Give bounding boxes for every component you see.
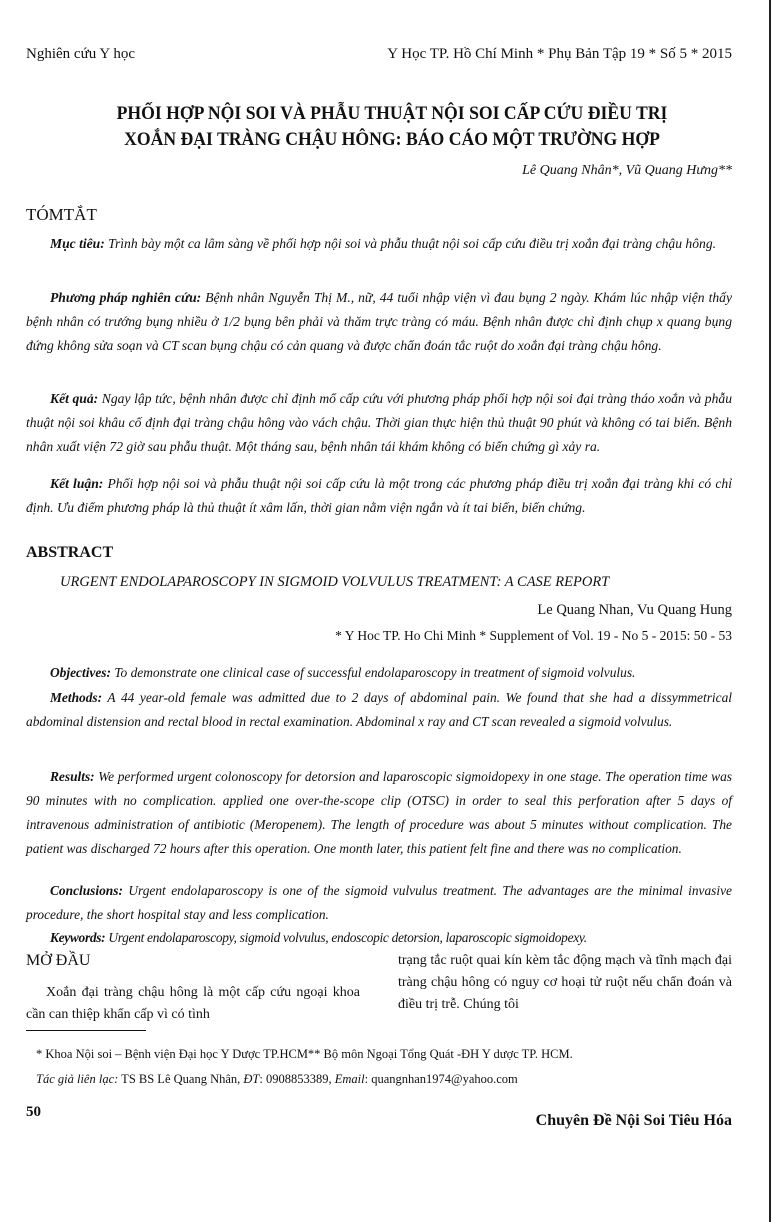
label: Email xyxy=(334,1072,365,1086)
label: Methods: xyxy=(50,690,103,705)
label: Results: xyxy=(50,769,95,784)
intro-column-1: Xoắn đại tràng chậu hông là một cấp cứu ngoại khoa cần can thiệp khẩn cấp vì có tình xyxy=(26,985,360,1022)
intro-column-2: trạng tắc ruột quai kín kèm tắc động mạch và tĩnh mạch đại tràng chậu hông có nguy cơ hoại tử ruột nếu chẩn đoán và điều trị trễ. Chúng tôi xyxy=(398,953,732,1012)
label: Kết quả: xyxy=(50,391,99,406)
text: Trình bày một ca lâm sàng về phối hợp nội soi và phẫu thuật nội soi cấp cứu điều trị xoắn đại tràng chậu hông. xyxy=(104,236,717,251)
label: Conclusions: xyxy=(50,883,123,898)
ket-qua-paragraph xyxy=(26,387,732,459)
affiliation-footnote: * Khoa Nội soi – Bệnh viện Đại học Y Dược TP.HCM** Bộ môn Ngoại Tổng Quát -ĐH Y dược TP. HCM. xyxy=(36,1047,573,1061)
abstract-citation: * Y Hoc TP. Ho Chi Minh * Supplement of Vol. 19 - No 5 - 2015: 50 - 53 xyxy=(335,628,732,643)
tomtat-heading: TÓMTẮT xyxy=(26,205,97,224)
text: : 0908853389, xyxy=(259,1072,335,1086)
text: Ngay lập tức, bệnh nhân được chỉ định mổ cấp cứu với phương pháp phối hợp nội soi đại tràng tháo xoắn và phẫu thuật nội soi khâu cố định đại tràng chậu hông vào vách chậu. Thời gian thực hiện thủ thuật 90 phút và không có tai biến. Bệnh nhân xuất viện 72 giờ sau phẫu thuật. Một tháng sau, bệnh nhân tái khám không có biến chứng gì xảy ra. xyxy=(26,391,732,454)
running-header-left: Nghiên cứu Y học xyxy=(26,46,136,62)
text: Urgent endolaparoscopy, sigmoid volvulus, endoscopic detorsion, laparoscopic sigmoidopexy. xyxy=(105,930,587,945)
authors: Lê Quang Nhân*, Vũ Quang Hưng** xyxy=(522,163,732,178)
abstract-title: URGENT ENDOLAPAROSCOPY IN SIGMOID VOLVULUS TREATMENT: A CASE REPORT xyxy=(60,574,610,590)
objectives-paragraph xyxy=(26,661,732,685)
conclusions-paragraph xyxy=(26,879,732,927)
text: We performed urgent colonoscopy for detorsion and laparoscopic sigmoidopexy in one stage. The operation time was 90 minutes with no complication. applied one over-the-scope clip (OTSC) in order to seal this perforation after 5 days of intravenous administration of antibiotic (Meropenem). The length of procedure was about 5 minutes without complication. The patient was discharged 72 hours after this operation. One month later, this patient felt fine and there was no complication. xyxy=(26,769,732,856)
methods-paragraph xyxy=(26,686,732,734)
ket-luan-paragraph xyxy=(26,472,732,520)
label: Keywords: xyxy=(50,930,106,945)
contact-footnote xyxy=(36,1072,518,1087)
label: ĐT xyxy=(243,1072,260,1086)
running-header-right: Y Học TP. Hồ Chí Minh * Phụ Bản Tập 19 * Số 5 * 2015 xyxy=(387,46,732,62)
label: Mục tiêu: xyxy=(50,236,105,251)
text: TS BS Lê Quang Nhân, xyxy=(118,1072,244,1086)
label: Tác giả liên lạc: xyxy=(36,1072,119,1086)
label: Objectives: xyxy=(50,665,111,680)
page-number: 50 xyxy=(26,1104,41,1120)
keywords-paragraph xyxy=(26,926,732,950)
label: Kết luận: xyxy=(50,476,104,491)
text: Phối hợp nội soi và phẫu thuật nội soi cấp cứu là một trong các phương pháp điều trị xoắn đại tràng khi có chỉ định. Ưu điểm phương pháp là thủ thuật ít xâm lấn, thời gian nằm viện ngắn và ít tai biến, biến chứng. xyxy=(26,476,732,515)
footnote-rule xyxy=(26,1030,146,1031)
text: To demonstrate one clinical case of successful endolaparoscopy in treatment of sigmoid volvulus. xyxy=(110,665,636,680)
abstract-heading: ABSTRACT xyxy=(26,544,114,561)
text: A 44 year-old female was admitted due to 2 days of abdominal pain. We found that she had a dissymmetrical abdominal distension and rectal blood in rectal examination. Abdominal x ray and CT scan revealed a sigmoid volvulus. xyxy=(26,690,732,729)
text: Urgent endolaparoscopy is one of the sigmoid vulvulus treatment. The advantages are the minimal invasive procedure, the short hospital stay and less complication. xyxy=(26,883,732,922)
results-paragraph xyxy=(26,765,732,861)
article-title xyxy=(27,101,756,153)
text: Bệnh nhân Nguyễn Thị M., nữ, 44 tuổi nhập viện vì đau bụng 2 ngày. Khám lúc nhập viện thấy bệnh nhân có trướng bụng nhiều ở 1/2 bụng bên phải và thăm trực tràng có máu. Bệnh nhân được chỉ định chụp x quang bụng đứng không sửa soạn và CT scan bụng chậu có cản quang và được chẩn đoán tắc ruột do xoắn đại tràng chậu hông. xyxy=(26,290,732,353)
muc-tieu-paragraph xyxy=(26,232,732,256)
intro-heading: MỞ ĐẦU xyxy=(26,952,91,969)
text: : quangnhan1974@yahoo.com xyxy=(364,1072,518,1086)
abstract-authors: Le Quang Nhan, Vu Quang Hung xyxy=(537,602,732,618)
title-line-1: PHỐI HỢP NỘI SOI VÀ PHẪU THUẬT NỘI SOI CẤP CỨU ĐIỀU TRỊ xyxy=(116,103,668,124)
phuong-phap-paragraph xyxy=(26,286,732,358)
footer-section: Chuyên Đề Nội Soi Tiêu Hóa xyxy=(535,1112,732,1129)
title-line-2: XOẮN ĐẠI TRÀNG CHẬU HÔNG: BÁO CÁO MỘT TRƯỜNG HỢP xyxy=(124,129,660,150)
label: Phương pháp nghiên cứu: xyxy=(50,290,202,305)
scan-edge xyxy=(769,0,771,1222)
